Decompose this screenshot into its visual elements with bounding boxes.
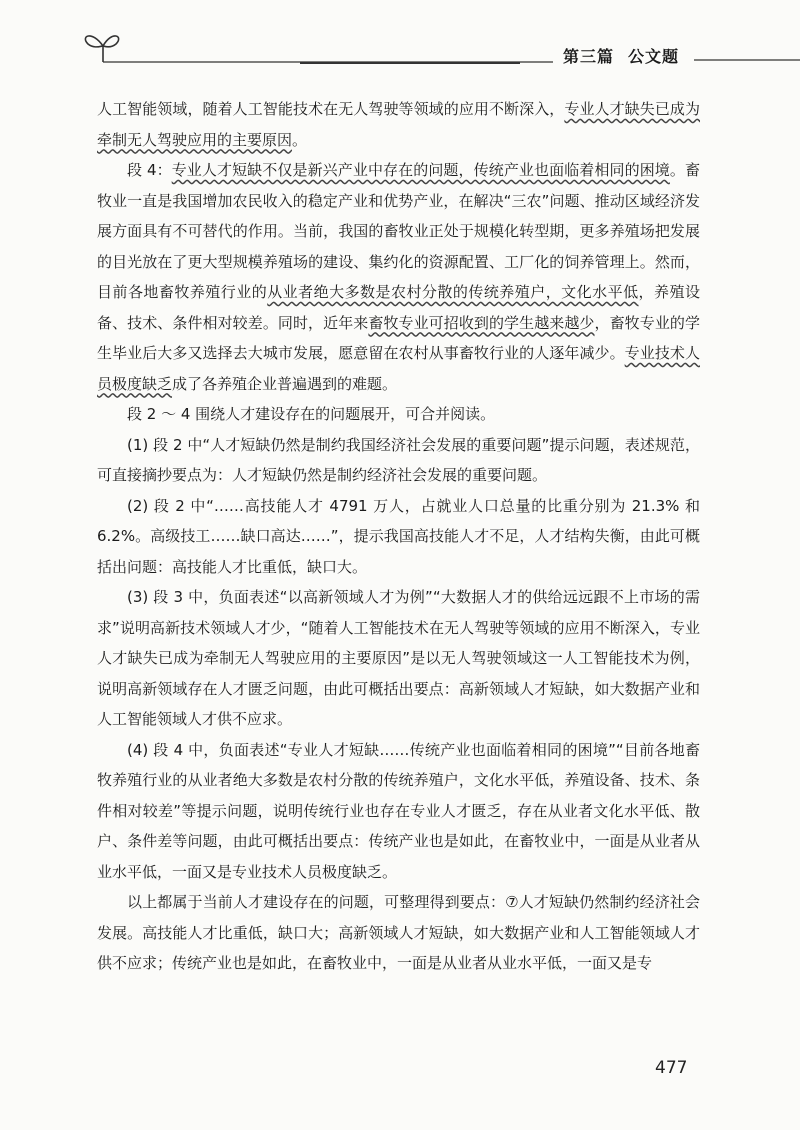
highlight-wavy: 畜牧专业可招收到的学生越来越少	[368, 313, 595, 332]
part-label: 第三篇	[563, 47, 615, 66]
paragraph-conclusion: 以上都属于当前人才建设存在的问题，可整理得到要点：⑦人才短缺仍然制约经济社会发展。高技能人才比重低，缺口大；高新领域人才短缺，如大数据产业和人工智能领域人才供不应求；传统产业也是如此，在畜牧业中，一面是从业者从业水平低，一面又是专	[97, 893, 700, 972]
paragraph-point-2: (2) 段 2 中“……高技能人才 4791 万人，占就业人口总量的比重分别为 21.3% 和 6.2%。高级技工……缺口高达……”，提示我国高技能人才不足，人才结构失衡，由此可概括出问题：高技能人才比重低，缺口大。	[97, 496, 700, 576]
text-run: ，养殖设备、技术、条件相对较差。同时，近年来	[97, 283, 700, 332]
text-run: 。畜牧业一直是我国增加农民收入的稳定产业和优势产业，在解决“三农”问题、推动区域经济发展方面具有不可替代的作用。当前，我国的畜牧业正处于规模化转型期，更多养殖场把发展的目光放在了更大型规模养殖场的建设、集约化的资源配置、工厂化的饲养管理上。然而，目前各地畜牧养殖行业的	[97, 161, 700, 301]
paragraph-point-3: (3) 段 3 中，负面表述“以高新领域人才为例”“大数据人才的供给远远跟不上市场的需求”说明高新技术领域人才少，“随着人工智能技术在无人驾驶等领域的应用不断深入，专业人才缺失已成为牵制无人驾驶应用的主要原因”是以无人驾驶领域这一人工智能技术为例，说明高新领域存在人才匮乏问题，由此可概括出要点：高新领域人才短缺，如大数据产业和人工智能领域人才供不应求。	[97, 588, 700, 728]
segment-label: 段 4：	[127, 161, 172, 179]
text-run: 。	[292, 130, 308, 149]
paragraph-summary: 段 2 ～ 4 围绕人才建设存在的问题展开，可合并阅读。	[127, 405, 496, 423]
page-header	[0, 0, 800, 80]
text-run: 人工智能领域，随着人工智能技术在无人驾驶等领域的应用不断深入，	[97, 100, 565, 118]
highlight-wavy: 专业人才缺失已成为牵制无人驾驶应用的主要原因	[97, 100, 700, 149]
header-rule	[0, 0, 800, 80]
paragraph-continued	[97, 94, 700, 155]
paragraph-segment-4	[97, 155, 700, 399]
section-label: 公文题	[628, 47, 680, 66]
text-run: ，畜牧专业的学生毕业后大多又选择去大城市发展，愿意留在农村从事畜牧行业的人逐年减少。	[97, 313, 700, 362]
page-body	[97, 94, 700, 979]
text-run: 成了各养殖企业普遍遇到的难题。	[172, 374, 398, 393]
chapter-title	[563, 44, 679, 67]
paragraph-point-1: (1) 段 2 中“人才短缺仍然是制约我国经济社会发展的重要问题”提示问题，表述规范，可直接摘抄要点为：人才短缺仍然是制约经济社会发展的重要问题。	[97, 435, 700, 484]
paragraph-point-4: (4) 段 4 中，负面表述“专业人才短缺……传统产业也面临着相同的困境”“目前各地畜牧养殖行业的从业者绝大多数是农村分散的传统养殖户，文化水平低，养殖设备、技术、条件相对较差”等提示问题，说明传统行业也存在专业人才匮乏，存在从业者文化水平低、散户、条件差等问题，由此可概括出要点：传统产业也是如此，在畜牧业中，一面是从业者从业水平低，一面又是专业技术人员极度缺乏。	[97, 740, 700, 881]
sprout-icon	[85, 36, 118, 62]
highlight-wavy: 专业技术人员极度缺乏	[97, 344, 700, 393]
highlight-wavy: 专业人才短缺不仅是新兴产业中存在的问题，传统产业也面临着相同的困境	[171, 161, 670, 179]
page-number: 477	[655, 1058, 688, 1078]
highlight-wavy: 从业者绝大多数是农村分散的传统养殖户，文化水平低	[267, 283, 639, 301]
